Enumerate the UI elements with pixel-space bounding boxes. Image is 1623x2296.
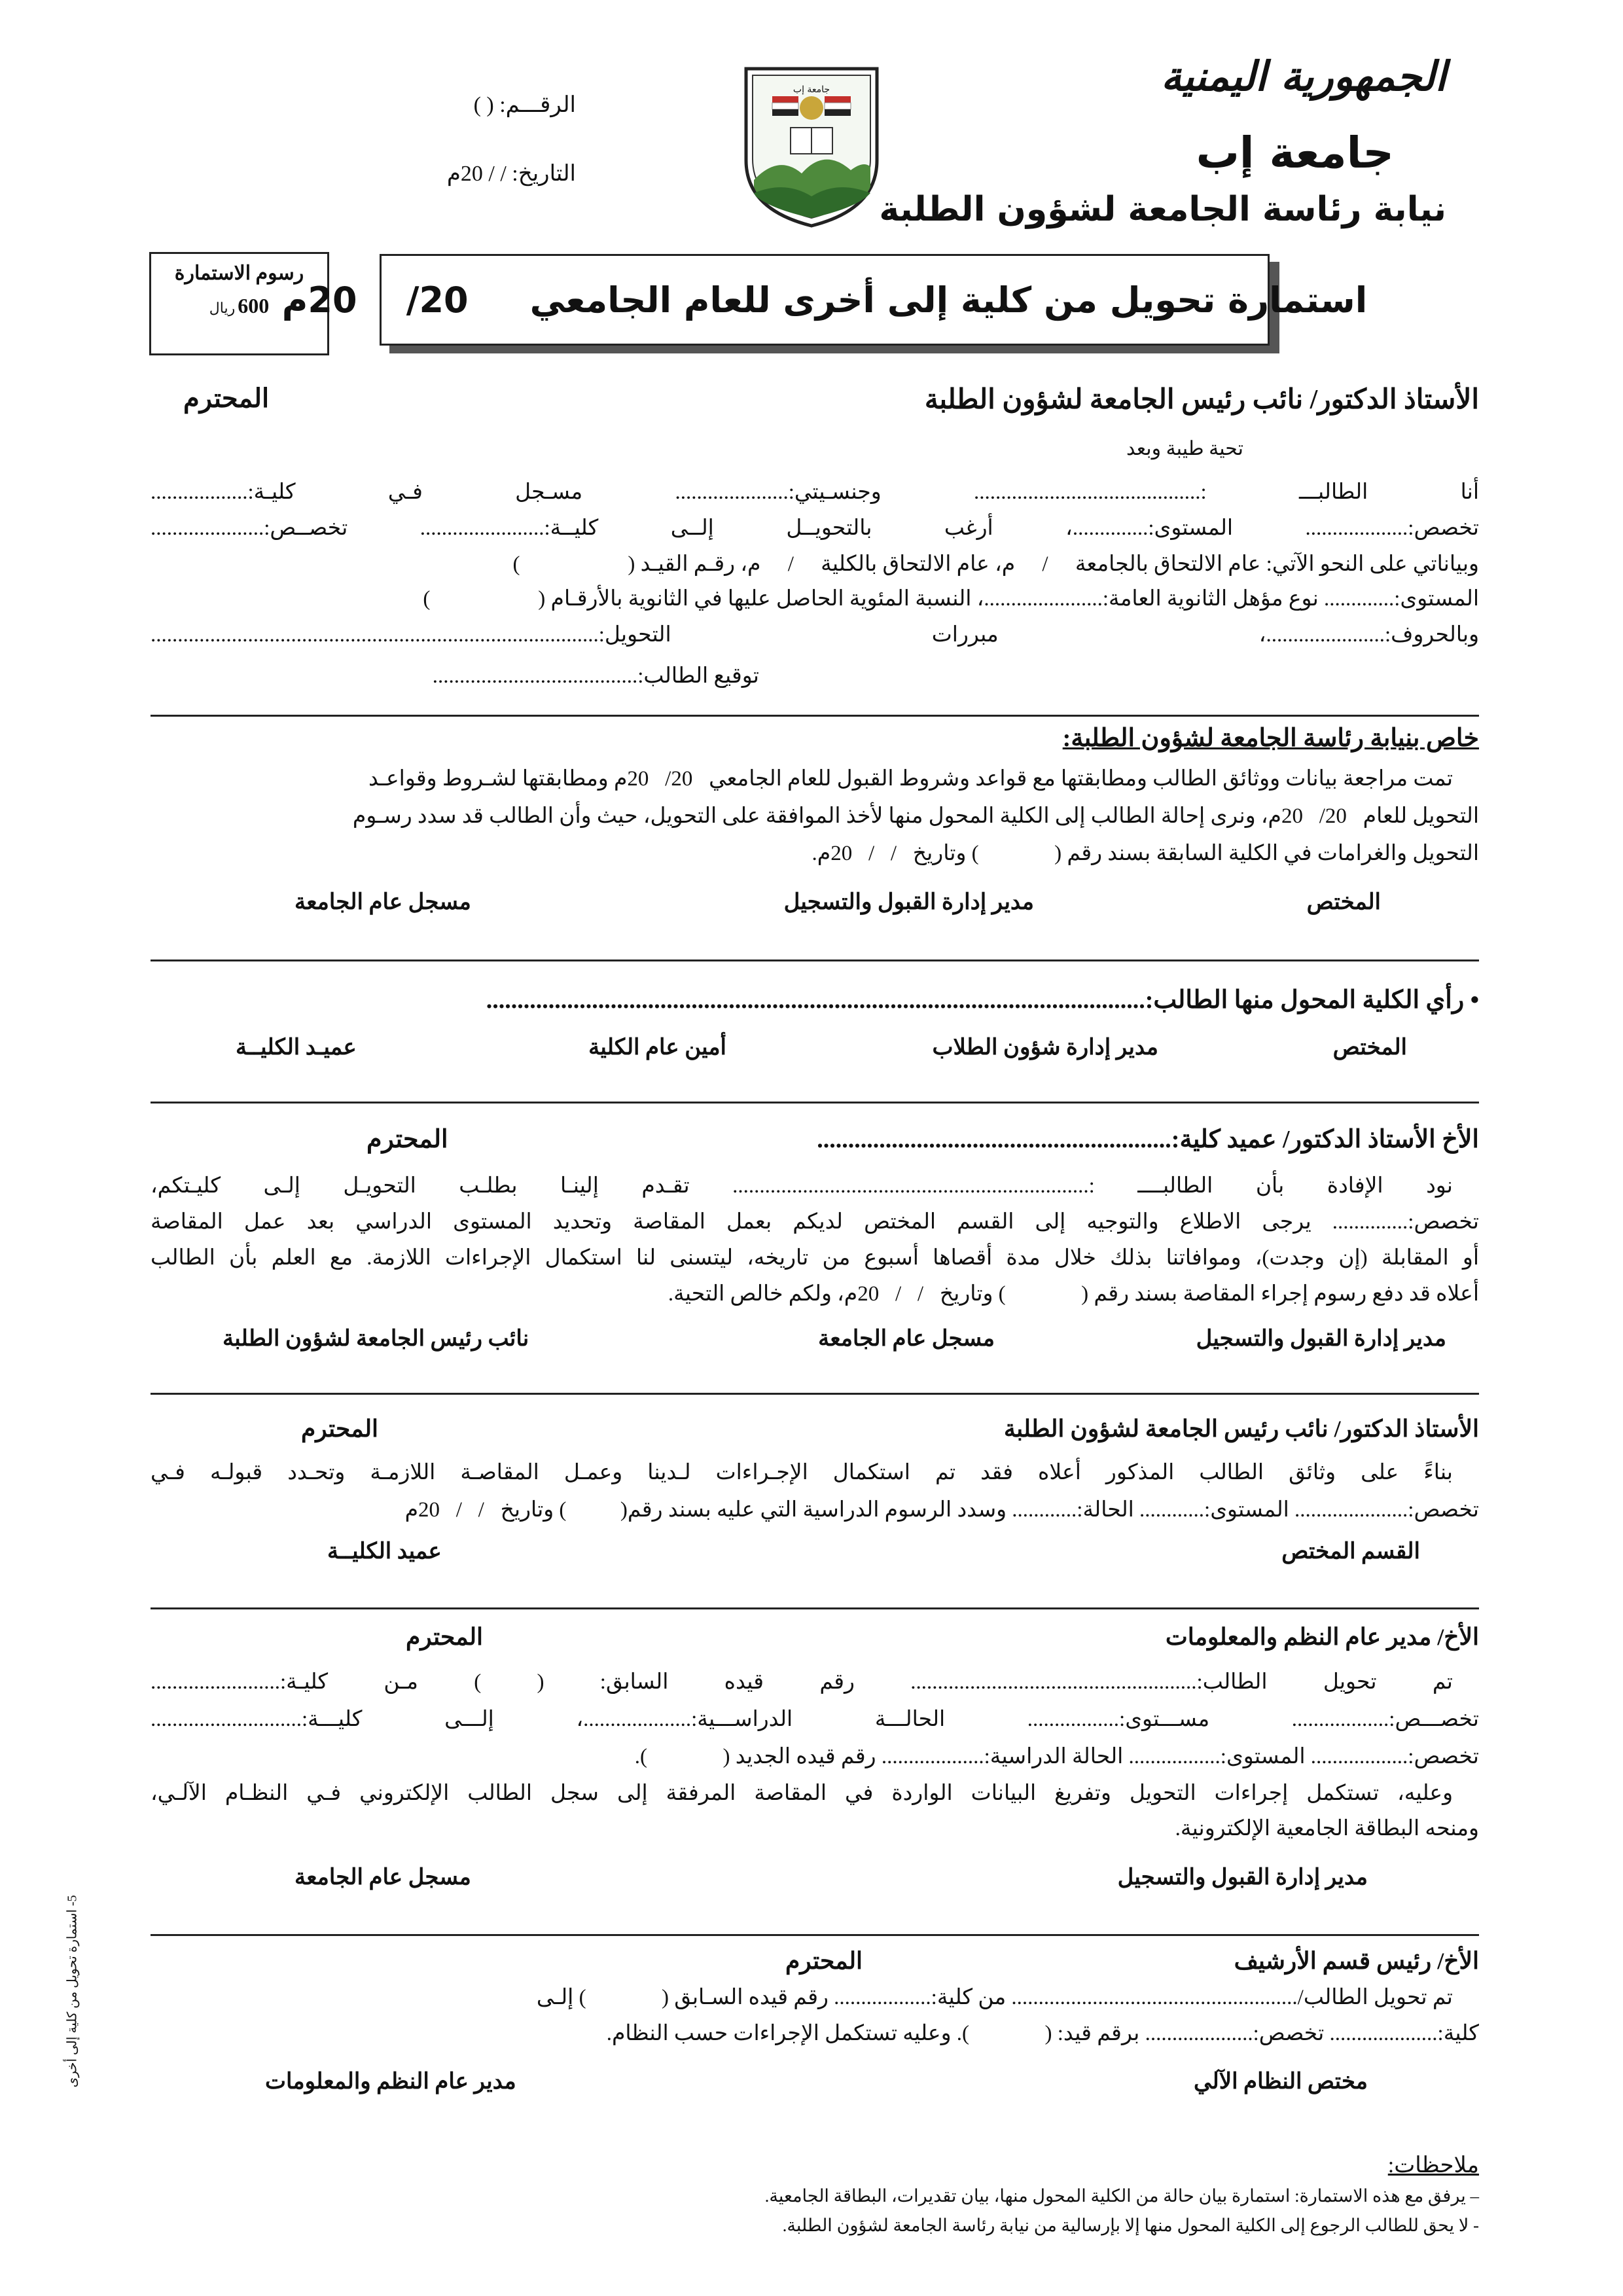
section1-line-1[interactable]: أنا الطالبـــ :.......................................... وجنسـيتي:..................... مسـجل فـي كليـة:.................. [151,480,1479,504]
section1-line-2[interactable]: تخصص:................... المستوى:..............، أرغب بالتحويــل إلــى كليــة:....................... تخصــص:..................... [151,516,1479,540]
section2-title: خاص بنيابة رئاسة الجامعة لشؤون الطلبة: [1062,725,1479,752]
section1-line-5[interactable]: وبالحروف:......................، مبررات التحويل:................................................................................... [151,623,1479,647]
section4-sig-admissions: مدير إدارة القبول والتسجيل [1196,1327,1446,1351]
divider-2 [151,960,1479,961]
university-logo [740,62,883,229]
section7-sig-system: مختص النظام الآلي [1194,2070,1368,2094]
fees-currency: ريال [209,300,236,316]
section2-line-2: التحويل للعام 20/ 20م، ونرى إحالة الطالب إلى الكلية المحول منها لأخذ الموافقة على التحويل، حيث وأن الطالب قد سدد رسـوم [352,804,1479,828]
fees-title: رسوم الاستمارة [174,262,304,284]
section5-sig-department: القسم المختص [1281,1539,1420,1564]
section3-sig-specialist: المختص [1332,1035,1407,1060]
section7-addressee: الأخ/ رئيس قسم الأرشيف [1234,1948,1479,1974]
section2-sig-admissions: مدير إدارة القبول والتسجيل [783,890,1034,914]
section1-line-4[interactable]: المستوى:............. نوع مؤهل الثانوية العامة:......................، النسبة المئوية الحاصل عليها في الثانوية بالأرقـام ( ) [423,587,1479,611]
divider-1 [151,715,1479,717]
side-note: 5- استمارة تحويل من كلية إلى أخرى [65,1895,80,2088]
section6-line-3: تخصص:.................. المستوى:................. الحالة الدراسية:................... رقم قيده الجديد ( ). [634,1745,1479,1768]
date-field[interactable]: التاريخ: / / 20م [446,162,576,186]
section4-sig-registrar: مسجل عام الجامعة [818,1327,995,1351]
section5-line-1: بناءً على وثائق الطالب المذكور أعلاه فقد تم استكمال الإجـراءات لـدينا وعمـل المقاصـة اللازمـة وتحـدد قبولـه فـي [151,1461,1453,1484]
section5-addressee: الأستاذ الدكتور/ نائب رئيس الجامعة لشؤون الطلبة [1003,1416,1479,1442]
notes-title: ملاحظات: [1387,2153,1479,2178]
section2-line-1: تمت مراجعة بيانات ووثائق الطالب ومطابقتها مع قواعد وشروط القبول للعام الجامعي 20/ 20م ومطابقتها لشـروط وقواعـد [368,767,1453,791]
section4-line-4: أعلاه قد دفع رسوم إجراء المقاصة بسند رقم ( ) وتاريخ / / 20م، ولكم خالص التحية. [668,1282,1479,1306]
fees-amount: 600 [238,294,270,317]
section1-line-3[interactable]: وبياناتي على النحو الآتي: عام الالتحاق بالجامعة / م، عام الالتحاق بالكلية / م، رقـم القيـد ( ) [512,552,1479,576]
section5-line-2: تخصص:..................... المستوى:............ الحالة:............ وسدد الرسوم الدراسية التي عليه بسند رقم( ) وتاريخ / / 20م [404,1498,1479,1522]
form-title: استمارة تحويل من كلية إلى أخرى للعام الجامعي 20/ 20م [281,279,1368,321]
number-field[interactable]: الرقـــم: ( ) [473,93,576,117]
section6-line-4: وعليه، تستكمل إجراءات التحويل وتفريغ البيانات الواردة في المقاصة المرفقة إلى سجل الطالب الإلكتروني فـي النظـام الآلـي، [151,1782,1453,1805]
form-title-box [281,254,1368,346]
section3-sig-secretary: أمين عام الكلية [588,1035,726,1060]
section4-line-3: أو المقابلة (إن وجدت)، وموافاتنا بذلك خلال مدة أقصاها أسبوع من تاريخه، ليتسنى لنا استكمال الإجراءات اللازمة. مع العلم بأن الطالب [151,1246,1479,1270]
office-name: نيابة رئاسة الجامعة لشؤون الطلبة [879,190,1446,229]
divider-3 [151,1102,1479,1103]
note-item-1: – يرفق مع هذه الاستمارة: استمارة بيان حالة من الكلية المحول منها، بيان تقديرات، البطاقة الجامعية. [764,2186,1479,2206]
section3-title: • رأي الكلية المحول منها الطالب:.......................................................................................................... [486,986,1479,1014]
section4-line-1: نود الإفادة بأن الطالبــــ :.................................................................. تقـدم إلينـا بطلـب التحويـل إلـى كليـتكم، [151,1174,1453,1198]
section2-sig-specialist: المختص [1306,890,1381,914]
section7-sig-director: مدير عام النظم والمعلومات [265,2070,516,2094]
section7-line-1: تم تحويل الطالب/..................................................... من كلية:.................. رقم قيده السـابق ( ) إلـى [536,1986,1453,2009]
section6-line-2: تخصـــص:.................. مســـتوى:................. الحالـــة الدراســـية:....................، إلـــى كليـــة:............................ [151,1708,1479,1731]
section6-line-1: تم تحويل الطالب:..................................................... رقم قيده السابق: ( ) مـن كليـة:........................ [151,1670,1453,1694]
section2-line-3: التحويل والغرامات في الكلية السابقة بسند رقم ( ) وتاريخ / / 20م. [812,842,1479,865]
section5-sig-dean: عميد الكليــة [327,1539,442,1564]
section5-honorific: المحترم [301,1416,379,1442]
section6-addressee: الأخ/ مدير عام النظم والمعلومات [1165,1624,1479,1650]
section4-honorific: المحترم [366,1126,448,1153]
section4-addressee: الأخ الأستاذ الدكتور/ عميد كلية:......................................................... [817,1126,1479,1153]
university-name: جامعة إب [1196,128,1394,178]
divider-5 [151,1607,1479,1609]
section2-sig-registrar: مسجل عام الجامعة [294,890,471,914]
section6-sig-admissions: مدير إدارة القبول والتسجيل [1117,1865,1368,1890]
student-signature[interactable]: توقيع الطالب:...................................... [432,664,759,688]
section1-greeting: تحية طيبة وبعد [1126,438,1243,459]
section1-addressee: الأستاذ الدكتور/ نائب رئيس الجامعة لشؤون الطلبة [924,385,1479,415]
section1-honorific: المحترم [183,384,270,413]
section6-sig-registrar: مسجل عام الجامعة [294,1865,471,1890]
section4-sig-vice-president: نائب رئيس الجامعة لشؤون الطلبة [223,1327,529,1351]
section3-sig-student-affairs: مدير إدارة شؤون الطلاب [932,1035,1158,1060]
divider-4 [151,1393,1479,1395]
logo-caption: جامعة إب [793,84,830,95]
section7-line-2: كلية:.................... تخصص:.................... برقم قيد: ( ). وعليه تستكمل الإجراءات حسب النظام. [606,2022,1479,2045]
note-item-2: - لا يحق للطالب الرجوع إلى الكلية المحول منها إلا بإرسالية من نيابة رئاسة الجامعة لشؤون الطلبة. [782,2215,1479,2235]
section3-sig-dean: عميـد الكليــة [236,1035,357,1060]
section6-line-5: ومنحه البطاقة الجامعية الإلكترونية. [1175,1817,1479,1840]
section7-honorific: المحترم [785,1948,863,1974]
section4-line-2: تخصص:.............. يرجى الاطلاع والتوجيه إلى القسم المختص لديكم بعمل المقاصة وتحديد المستوى الدراسي بعد عمل المقاصة [151,1210,1479,1234]
divider-6 [151,1934,1479,1936]
country-name: الجمهورية اليمنية [1161,52,1446,100]
section6-honorific: المحترم [406,1624,484,1650]
